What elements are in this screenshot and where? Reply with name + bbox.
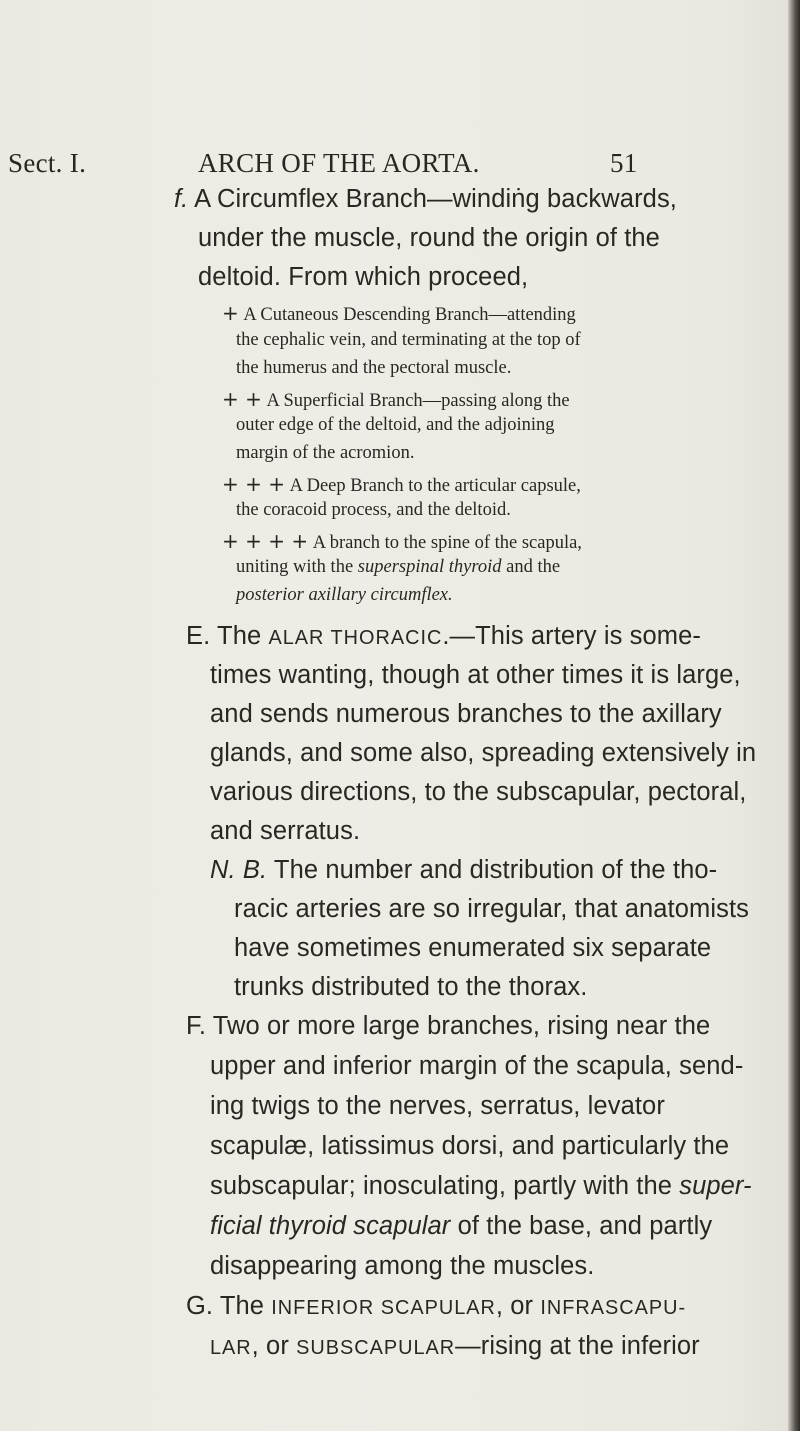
text-line: [222, 387, 570, 412]
text-span: A Deep Branch to the articular capsule,: [289, 476, 581, 496]
text-line: [210, 1172, 752, 1201]
italic-term: superspinal thyroid: [357, 557, 502, 577]
text-line: [222, 472, 581, 497]
text-span: , or: [251, 1332, 297, 1360]
italic-term: N. B.: [210, 856, 268, 884]
text-span: The number and distribution of the tho-: [267, 856, 718, 884]
text-line: have sometimes enumerated six separate: [234, 934, 712, 962]
text-line: under the muscle, round the origin of the: [198, 224, 660, 252]
running-header: [0, 148, 800, 184]
text-span: uniting with the: [236, 557, 358, 577]
cross-marker: + +: [222, 387, 262, 411]
text-line: upper and inferior margin of the scapula, send-: [210, 1052, 744, 1080]
text-line: [222, 301, 576, 326]
text-span: —rising at the inferior: [455, 1332, 700, 1360]
text-line: [210, 1212, 712, 1241]
text-line: and sends numerous branches to the axillary: [210, 700, 722, 728]
cross-marker: + + + +: [222, 529, 309, 553]
text-line: F. Two or more large branches, rising near the: [186, 1012, 711, 1040]
text-line: various directions, to the subscapular, pectoral,: [210, 778, 747, 806]
text-line: [210, 856, 717, 885]
text-span: .—This artery is some-: [442, 622, 701, 650]
text-span: A branch to the spine of the scapula,: [312, 533, 582, 553]
text-line: ing twigs to the nerves, serratus, levator: [210, 1092, 665, 1120]
small-caps-term: SUBSCAPULAR: [296, 1337, 456, 1359]
italic-term: ficial thyroid scapular: [210, 1212, 451, 1240]
italic-term: super-: [679, 1172, 752, 1200]
text-line: the cephalic vein, and terminating at the top of: [236, 330, 581, 350]
text-line: [174, 185, 677, 214]
page-spine-shadow: [788, 0, 800, 1431]
text-span: G. The: [186, 1292, 272, 1320]
small-caps-term: LAR: [210, 1337, 252, 1359]
text-span: A Cutaneous Descending Branch—attending: [243, 305, 576, 325]
text-span: A Superficial Branch—passing along the: [266, 391, 570, 411]
text-line: margin of the acromion.: [236, 443, 415, 463]
text-span: , or: [495, 1292, 541, 1320]
chapter-title: ARCH OF THE AORTA.: [198, 148, 480, 178]
item-marker: f.: [174, 185, 189, 213]
text-line: [186, 622, 701, 651]
section-label: Sect. I.: [8, 148, 87, 178]
text-line: [236, 585, 453, 606]
small-caps-term: ALAR THORACIC: [268, 627, 443, 649]
text-line: disappearing among the muscles.: [210, 1252, 595, 1280]
text-line: deltoid. From which proceed,: [198, 263, 529, 291]
text-span: and the: [501, 557, 561, 577]
text-line: glands, and some also, spreading extensively in: [210, 739, 757, 767]
text-line: [236, 557, 560, 578]
text-line: [222, 529, 582, 554]
text-span: E. The: [186, 622, 269, 650]
text-line: times wanting, though at other times it is large,: [210, 661, 741, 689]
text-line: the coracoid process, and the deltoid.: [236, 500, 511, 520]
text-line: the humerus and the pectoral muscle.: [236, 358, 512, 378]
text-line: scapulæ, latissimus dorsi, and particularly the: [210, 1132, 730, 1160]
text-span: subscapular; inosculating, partly with the: [210, 1172, 680, 1200]
italic-term: posterior axillary circumflex.: [236, 585, 453, 605]
page-number: 51: [610, 148, 638, 178]
text-line: trunks distributed to the thorax.: [234, 973, 588, 1001]
text-line: [186, 1292, 686, 1321]
text-line: and serratus.: [210, 817, 361, 845]
text-line: outer edge of the deltoid, and the adjoining: [236, 415, 555, 435]
text-line: [210, 1332, 700, 1361]
small-caps-term: INFERIOR SCAPULAR: [271, 1297, 496, 1319]
text-line: racic arteries are so irregular, that anatomists: [234, 895, 750, 923]
text-span: A Circumflex Branch—windiṅg backwards,: [188, 185, 677, 213]
small-caps-term: INFRASCAPU-: [540, 1297, 687, 1319]
cross-marker: +: [222, 301, 239, 325]
cross-marker: + + +: [222, 472, 285, 496]
text-span: of the base, and partly: [450, 1212, 713, 1240]
